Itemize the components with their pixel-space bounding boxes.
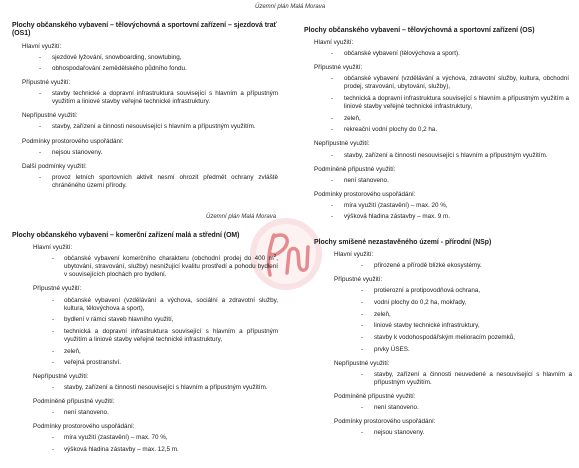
forbidden-use-label: Nepřípustné využití: — [334, 359, 390, 367]
spatial-conditions-list — [314, 429, 572, 437]
main-use-list — [12, 54, 278, 74]
list-item: - liniové stavby technické infrastruktury, — [314, 322, 572, 330]
main-use-label: Hlavní využití: — [33, 244, 73, 252]
list-item: - stavby, zařízení a činnosti nesouvisející s hlavním a přípustným využitím. — [304, 152, 569, 160]
forbidden-use-list — [304, 152, 569, 160]
allowed-use-list — [12, 297, 278, 368]
spatial-conditions-label: Podmínky prostorového uspořádání: — [334, 417, 436, 425]
main-use-label: Hlavní využití: — [334, 251, 374, 259]
spatial-conditions-list — [304, 202, 569, 222]
forbidden-use-label: Nepřípustné využití: — [22, 112, 78, 120]
section-os1 — [12, 22, 278, 196]
list-item: - zeleň, — [304, 115, 569, 123]
list-item: - míra využití (zastavění) – max. 20 %, — [304, 202, 569, 210]
list-item: - zeleň, — [314, 311, 572, 319]
list-item: - občanské vybavení (vzdělávání a výchova, zdravotní služby, kultura, obchodní prodej, stravování, ubytování, služby), — [304, 75, 569, 91]
spatial-conditions-label: Podmínky prostorového uspořádání: — [314, 190, 416, 198]
list-item: - obhospodařování zemědělského půdního fondu. — [12, 65, 278, 73]
forbidden-use-list — [12, 123, 278, 131]
allowed-use-label: Přípustné využití: — [22, 79, 71, 87]
list-item: - zeleň, — [12, 348, 278, 356]
list-item: - nejsou stanoveny. — [12, 149, 278, 157]
main-use-list — [12, 255, 278, 279]
list-item: - bydlení v rámci staveb hlavního využití, — [12, 316, 278, 324]
other-conditions-list — [12, 174, 278, 190]
spatial-conditions-list — [12, 149, 278, 157]
list-item: - výšková hladina zástavby – max. 9 m. — [304, 213, 569, 221]
main-use-list — [304, 50, 569, 58]
allowed-use-list — [12, 90, 278, 106]
list-item: - stavby, zařízení a činnosti nesouvisející s hlavním a přípustným využitím. — [12, 384, 278, 392]
allowed-use-list — [304, 75, 569, 134]
section-title: Plochy občanského vybavení – tělovýchovná a sportovní zařízení – sjezdová trať (OS1) — [12, 22, 277, 38]
main-use-label: Hlavní využití: — [314, 39, 354, 47]
page-header-top: Územní plán Malá Morava — [255, 4, 326, 10]
list-item: - výšková hladina zástavby – max. 12,5 m. — [12, 446, 278, 454]
spatial-conditions-label: Podmínky prostorového uspořádání: — [22, 137, 124, 145]
list-item: - není stanoveno. — [304, 177, 569, 185]
allowed-use-label: Přípustné využití: — [314, 64, 363, 72]
main-use-list — [314, 262, 572, 270]
spatial-conditions-label: Podmínky prostorového uspořádání: — [33, 423, 135, 431]
list-item: - není stanoveno. — [314, 404, 572, 412]
list-item: - občanské vybavení (vzdělávání a výchova, sociální a zdravotní služby, kultura, tělovýchova a sport), — [12, 297, 278, 313]
list-item: - protierozní a protipovodňová ochrana, — [314, 287, 572, 295]
section-om — [12, 232, 278, 460]
conditional-use-label: Podmíněně přípustné využití: — [33, 398, 115, 406]
list-item: - přirozené a přírodě blízké ekosystémy. — [314, 262, 572, 270]
list-item: - prvky ÚSES. — [314, 346, 572, 354]
forbidden-use-label: Nepřípustné využití: — [33, 373, 89, 381]
section-title: Plochy smíšené nezastavěného území - přírodní (NSp) — [314, 239, 492, 246]
conditional-use-list — [314, 404, 572, 412]
list-item: - rekreační vodní plochy do 0,2 ha. — [304, 126, 569, 134]
list-item: - stavby technické a dopravní infrastruktura související s hlavním a přípustným využitím a liniové stavby veřejné technické infrastruktury. — [12, 90, 278, 106]
section-title: Plochy občanského vybavení – komerční zařízení malá a střední (OM) — [12, 232, 240, 239]
list-item: - není stanoveno. — [12, 409, 278, 417]
spatial-conditions-list — [12, 434, 278, 454]
conditional-use-label: Podmíněně přípustné využití: — [314, 165, 396, 173]
conditional-use-list — [12, 409, 278, 417]
list-item: - míra využití (zastavění) – max. 70 %, — [12, 434, 278, 442]
section-nsp — [314, 239, 572, 443]
list-item: - nejsou stanoveny. — [314, 429, 572, 437]
list-item: - občanské vybavení komerčního charakteru (obchodní prodej do 400 $m^2$, ubytování, stravování, služby) nesnižující kvalitu prostředí a pohodu bydlení v souvisejících plochách pro bydlení. — [12, 255, 278, 279]
conditional-use-label: Podmíněně přípustné využití: — [334, 392, 416, 400]
main-use-label: Hlavní využití: — [22, 42, 62, 50]
forbidden-use-list — [12, 384, 278, 392]
list-item: - technická a dopravní infrastruktura související s hlavním a přípustným využitím a liniové stavby veřejné technické infrastruktury, — [304, 95, 569, 111]
list-item: - stavby, zařízení a činnosti nesouvisející s hlavním a přípustným využitím. — [12, 123, 278, 131]
list-item: - veřejná prostranství. — [12, 359, 278, 367]
list-item: - provoz letních sportovních aktivit nesmí ohrozit předmět ochrany zvláště chráněného území přírody. — [12, 174, 278, 190]
other-conditions-label: Další podmínky využití: — [22, 162, 87, 170]
forbidden-use-label: Nepřípustné využití: — [314, 140, 370, 148]
section-title: Plochy občanského vybavení – tělovýchovná a sportovní zařízení (OS) — [304, 27, 535, 34]
list-item: - technická a dopravní infrastruktura související s hlavním a přípustným využitím a liniové stavby veřejné technické infrastruktury, — [12, 328, 278, 344]
list-item: - vodní plochy do 0,2 ha, mokřady, — [314, 299, 572, 307]
allowed-use-list — [314, 287, 572, 353]
list-item: - stavby, zařízení a činnosti neuvedené a nesouvisející s hlavním a přípustným využitím. — [314, 371, 572, 387]
list-item: - stavby k vodohospodářským melioracím pozemků, — [314, 334, 572, 342]
list-item: - občanské vybavení (tělovýchova a sport). — [304, 50, 569, 58]
list-item: - sjezdové lyžování, snowboarding, snowtubing, — [12, 54, 278, 62]
forbidden-use-list — [314, 371, 572, 387]
allowed-use-label: Přípustné využití: — [334, 276, 383, 284]
page-header-middle: Územní plán Malá Morava — [206, 214, 277, 220]
conditional-use-list — [304, 177, 569, 185]
section-os — [304, 27, 569, 227]
allowed-use-label: Přípustné využití: — [33, 285, 82, 293]
